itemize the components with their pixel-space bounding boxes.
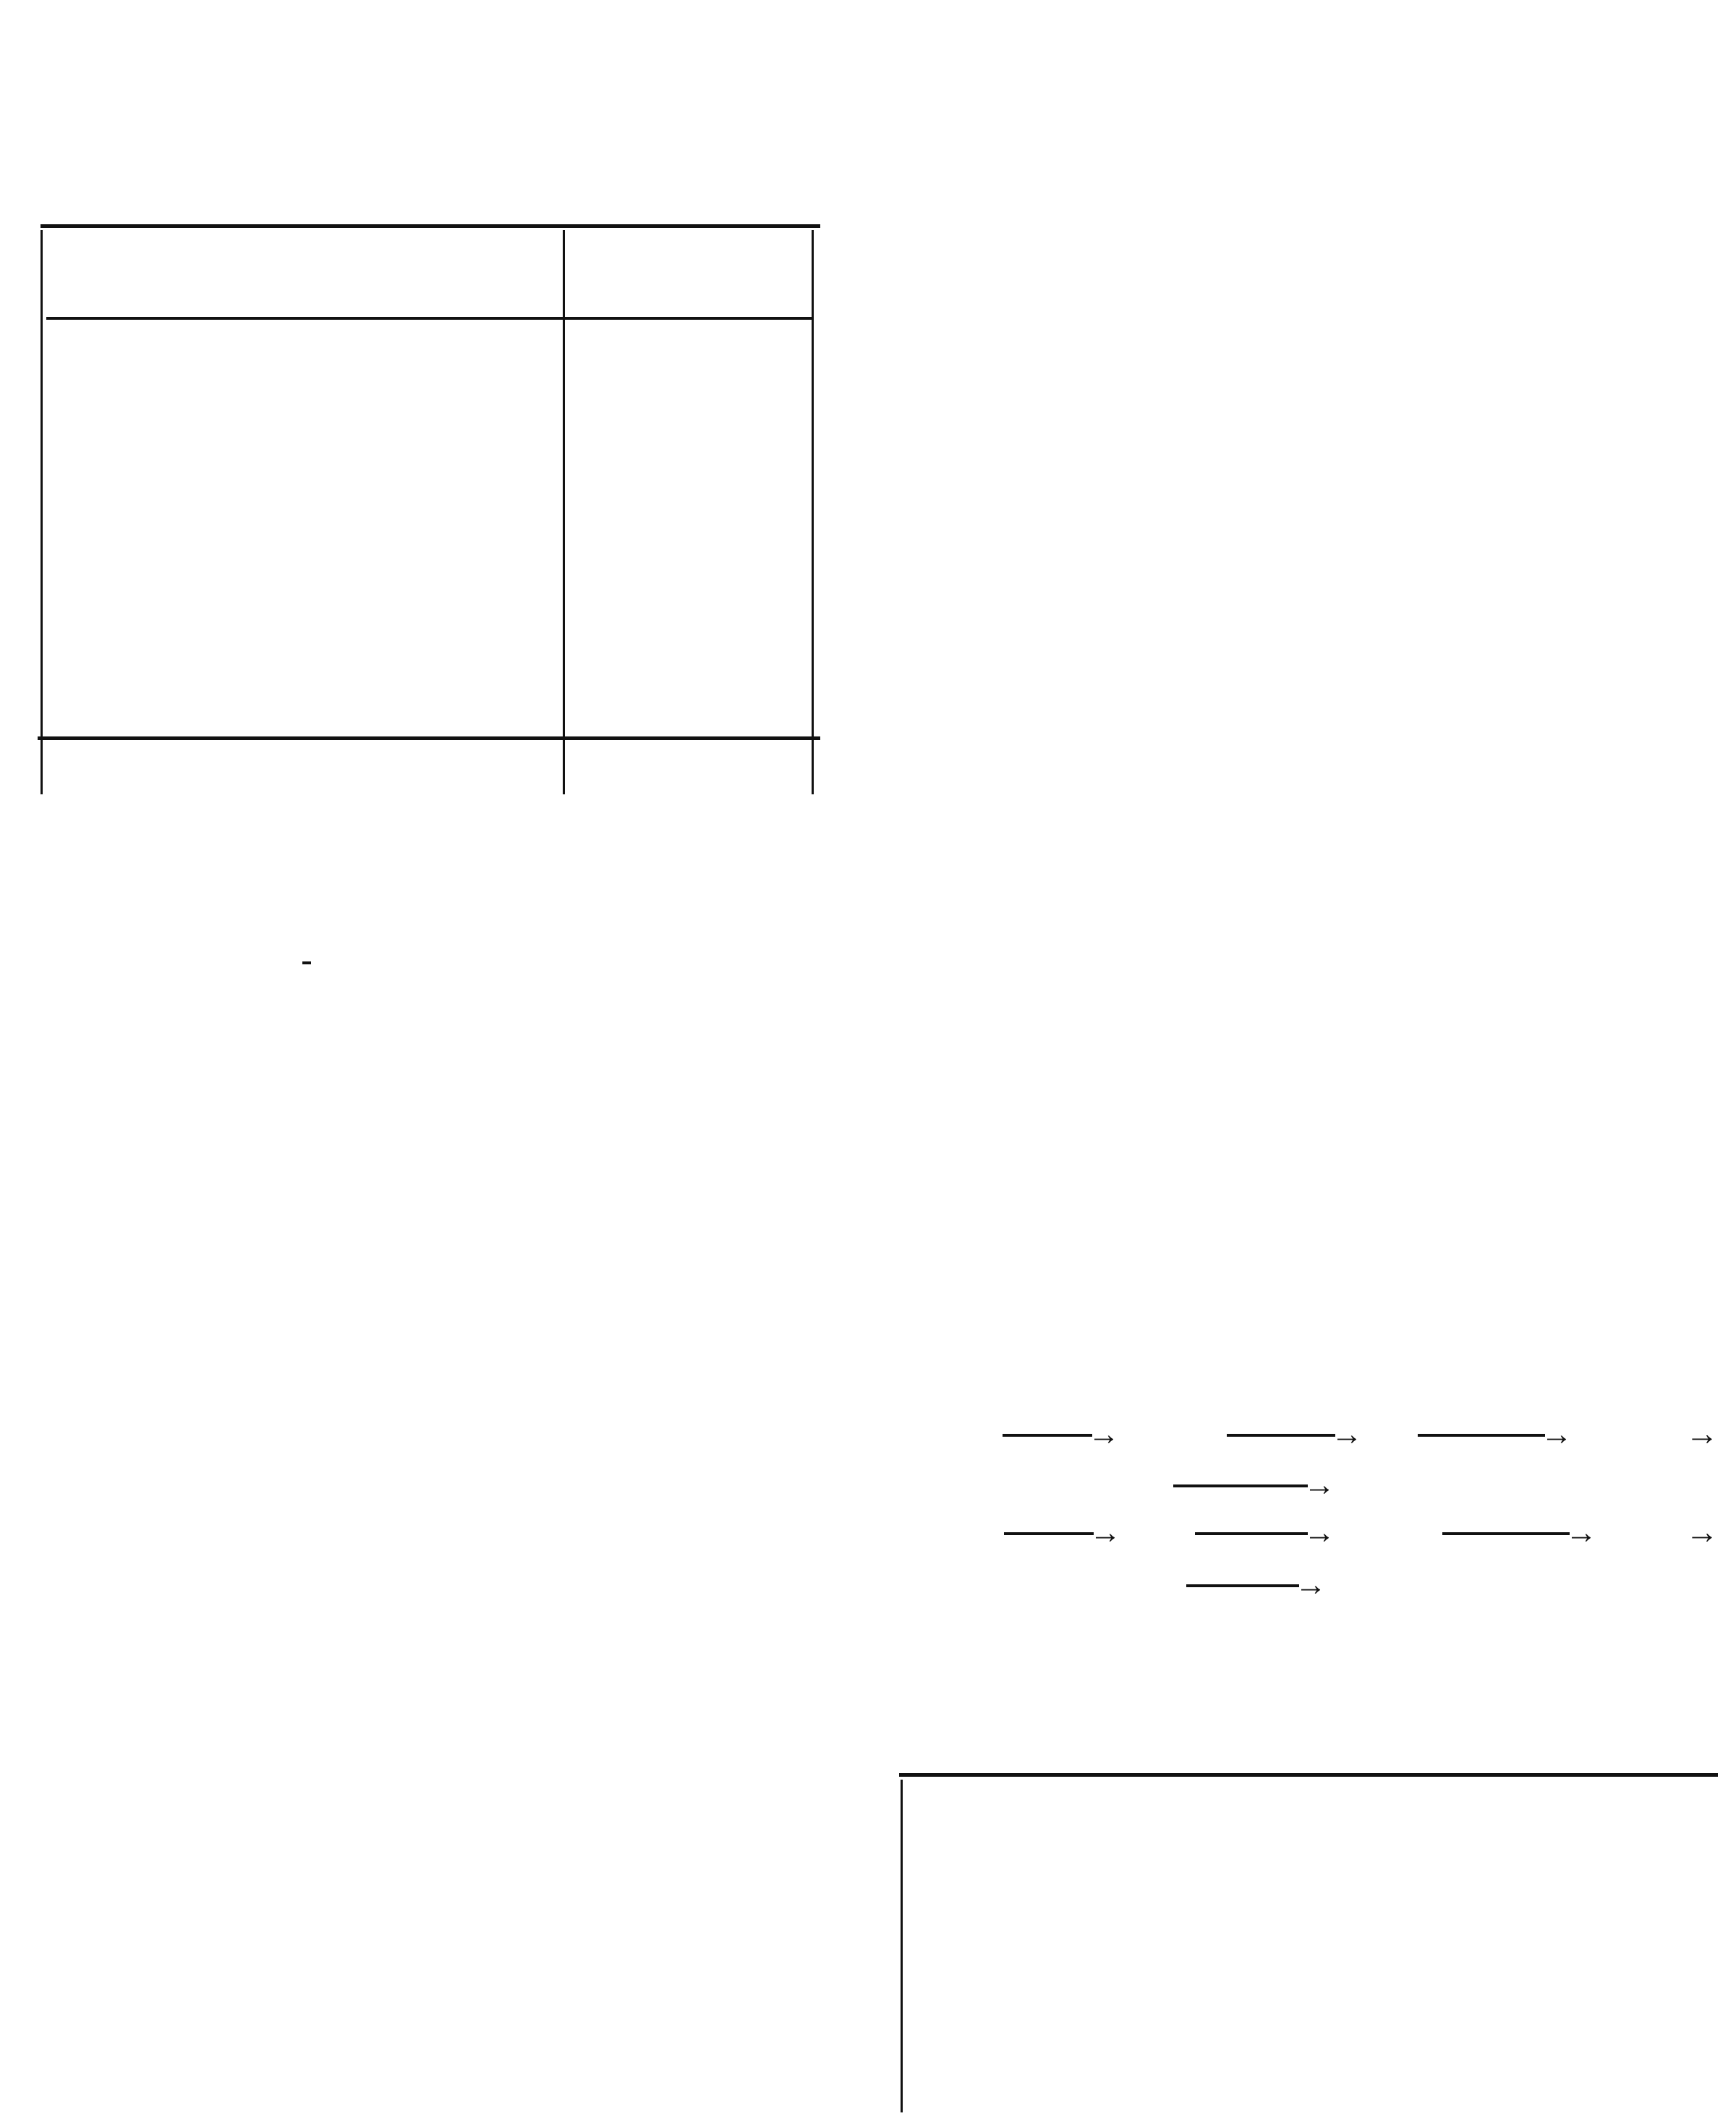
arrow-right-icon: → xyxy=(1541,1416,1573,1452)
decay-arrow xyxy=(1003,1416,1120,1461)
table4-top-rule xyxy=(41,224,820,228)
arrow-right-icon: → xyxy=(1685,1513,1719,1550)
arrow-right-icon: → xyxy=(1303,1515,1335,1550)
formula-numerator xyxy=(302,961,311,964)
table4-col-divider xyxy=(563,230,565,794)
table5-top-rule xyxy=(899,1773,1718,1777)
decay-arrow xyxy=(1186,1567,1327,1612)
arrow-right-icon: → xyxy=(1295,1567,1327,1602)
decay-arrow xyxy=(1442,1515,1597,1560)
arrow-right-icon: → xyxy=(1685,1415,1719,1452)
arrow-right-icon: → xyxy=(1089,1515,1121,1550)
table4-header-rule xyxy=(46,317,813,320)
power-formula xyxy=(302,940,311,979)
arrow-right-icon: → xyxy=(1565,1515,1597,1550)
arrow-right-icon: → xyxy=(1088,1416,1120,1452)
decay-arrow xyxy=(1195,1515,1335,1560)
decay-arrow xyxy=(1004,1515,1121,1560)
arrow-right-icon: → xyxy=(1331,1416,1363,1452)
decay-arrow xyxy=(1418,1416,1573,1461)
table4-right-border xyxy=(812,230,814,794)
arrow-right-icon: → xyxy=(1303,1467,1335,1503)
decay-arrow xyxy=(1173,1467,1335,1512)
table4-bottom-rule xyxy=(38,736,820,740)
formula-fraction xyxy=(302,961,311,964)
decay-arrow xyxy=(1227,1416,1363,1461)
table4-left-border xyxy=(41,230,43,794)
table5-left-border xyxy=(901,1780,903,2112)
